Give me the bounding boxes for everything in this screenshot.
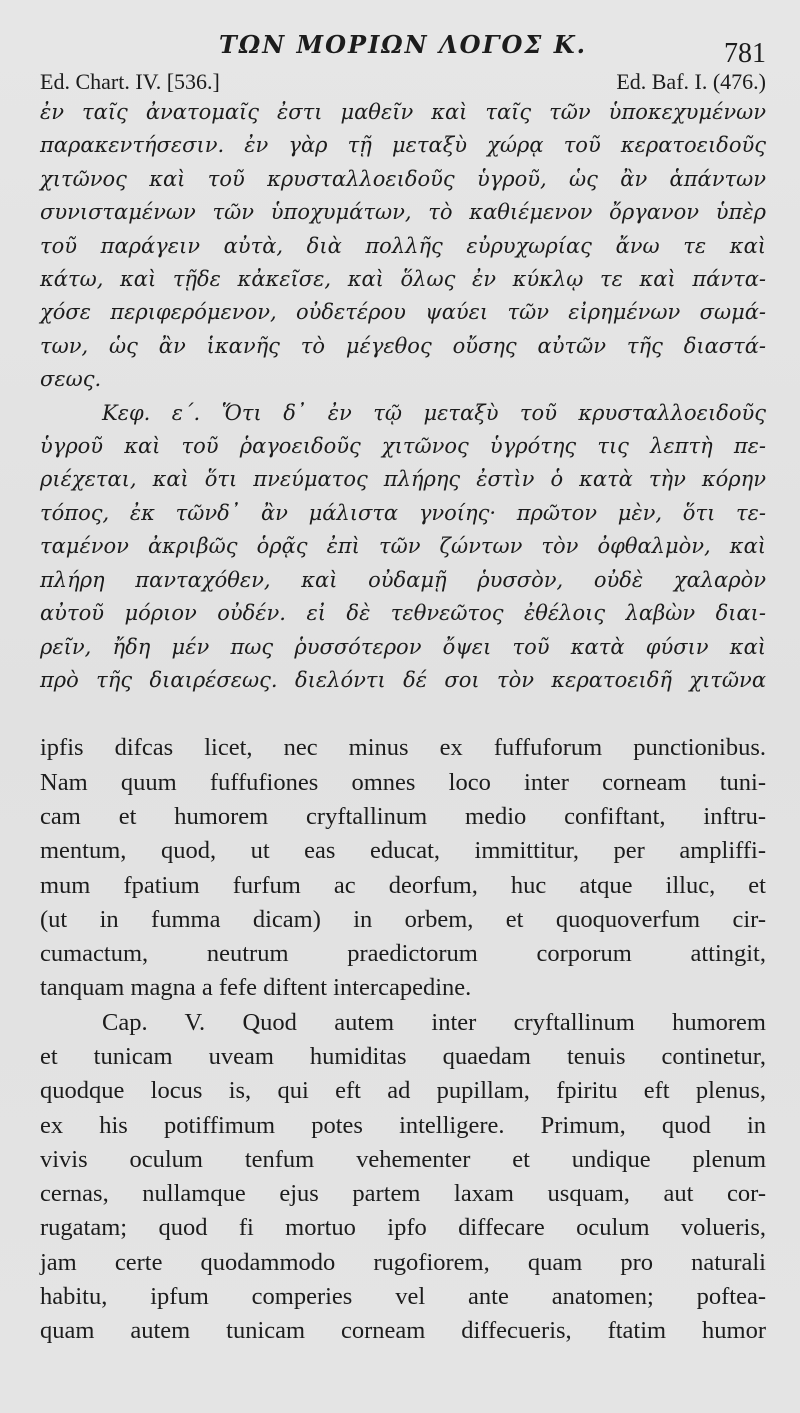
running-title: ΤΩΝ ΜΟΡΙΩΝ ΛΟΓΟΣ Κ. — [219, 30, 587, 59]
chapter-opening-line: Κεφ. ε΄. Ὅτι δ᾽ ἐν τῷ μεταξὺ τοῦ κρυσταλλοειδοῦς — [102, 400, 766, 425]
running-head — [40, 26, 766, 70]
edition-basel-ref: Ed. Baf. I. (476.) — [616, 69, 766, 94]
text-line: κάτω, καὶ τῇδε κἀκεῖσε, καὶ ὅλως ἐν κύκλῳ τε καὶ πάντα- — [40, 267, 766, 292]
text-line: τοῦ παράγειν αὐτὰ, διὰ πολλῆς εὐρυχωρίας ἄνω τε καὶ — [40, 233, 766, 258]
text-line: των, ὡς ἂν ἱκανῆς τὸ μέγεθος οὔσης αὐτῶν τῆς διαστά- — [40, 333, 766, 358]
greek-paragraph-2 — [40, 397, 766, 698]
text-line: ipfis difcas licet, nec minus ex fuffuforum punctionibus. — [40, 734, 766, 762]
text-line: ρεῖν, ἤδη μέν πως ῥυσσότερον ὄψει τοῦ κατὰ φύσιν καὶ — [40, 634, 766, 659]
text-line: τόπος, ἐκ τῶνδ᾽ ἂν μάλιστα γνοίης· πρῶτον μὲν, ὅτι τε- — [40, 500, 766, 525]
greek-text-block — [40, 96, 766, 697]
text-line: ex his potiffimum potes intelligere. Primum, quod in — [40, 1111, 766, 1139]
text-line: ὑγροῦ καὶ τοῦ ῥαγοειδοῦς χιτῶνος ὑγρότης τις λεπτὴ πε- — [40, 434, 766, 459]
text-line: cam et humorem cryftallinum medio confiftant, inftru- — [40, 802, 766, 830]
text-line: quodque locus is, qui eft ad pupillam, fpiritu eft plenus, — [40, 1077, 766, 1105]
text-line: mum fpatium furfum ac deorfum, huc atque illuc, et — [40, 871, 766, 899]
text-line: et tunicam uveam humiditas quaedam tenuis continetur, — [40, 1042, 766, 1070]
text-line: cernas, nullamque ejus partem laxam usquam, aut cor- — [40, 1180, 766, 1208]
text-line: Nam quum fuffufiones omnes loco inter corneam tuni- — [40, 768, 766, 796]
text-line: σεως. — [40, 367, 102, 392]
text-line: ταμένον ἀκριβῶς ὁρᾷς ἐπὶ τῶν ζώντων τὸν ὀφθαλμὸν, καὶ — [40, 534, 766, 559]
latin-text-block — [40, 731, 766, 1348]
text-line: χόσε περιφερόμενον, οὐδετέρου ψαύει τῶν εἰρημένων σωμά- — [40, 300, 766, 325]
chapter-opening-line: Cap. V. Quod autem inter cryftallinum humorem — [102, 1008, 766, 1036]
edition-reference-line — [40, 68, 766, 96]
edition-chartier-ref: Ed. Chart. IV. [536.] — [40, 69, 220, 94]
text-line: παρακεντήσεσιν. ἐν γὰρ τῇ μεταξὺ χώρᾳ τοῦ κερατοειδοῦς — [40, 133, 766, 158]
text-line: vivis oculum tenfum vehementer et undique plenum — [40, 1145, 766, 1173]
text-line: (ut in fumma dicam) in orbem, et quoquoverfum cir- — [40, 905, 766, 933]
text-line: habitu, ipfum comperies vel ante anatomen; poftea- — [40, 1283, 766, 1311]
text-line: rugatam; quod fi mortuo ipfo diffecare oculum volueris, — [40, 1214, 766, 1242]
text-line: συνισταμένων τῶν ὑποχυμάτων, τὸ καθιέμενον ὄργανον ὑπὲρ — [40, 200, 766, 225]
text-line: cumactum, neutrum praedictorum corporum attingit, — [40, 940, 766, 968]
text-line: mentum, quod, ut eas educat, immittitur, per ampliffi- — [40, 837, 766, 865]
page-number: 781 — [724, 38, 766, 69]
text-line: tanquam magna a fefe diftent intercapedine. — [40, 974, 472, 1002]
text-line: quam autem tunicam corneam diffecueris, ftatim humor — [40, 1317, 766, 1345]
text-line: χιτῶνος καὶ τοῦ κρυσταλλοειδοῦς ὑγροῦ, ὡς ἂν ἁπάντων — [40, 166, 766, 191]
latin-paragraph-2 — [40, 1006, 766, 1349]
text-line: πλήρη πανταχόθεν, καὶ οὐδαμῇ ῥυσσὸν, οὐδὲ χαλαρὸν — [40, 567, 766, 592]
text-line: αὐτοῦ μόριον οὐδέν. εἰ δὲ τεθνεῶτος ἐθέλοις λαβὼν διαι- — [40, 601, 766, 626]
text-line: jam certe quodammodo rugofiorem, quam pro naturali — [40, 1248, 766, 1276]
text-line: πρὸ τῆς διαιρέσεως. διελόντι δέ σοι τὸν κερατοειδῆ χιτῶνα — [40, 667, 766, 692]
text-line: ριέχεται, καὶ ὅτι πνεύματος πλήρης ἐστὶν ὁ κατὰ τὴν κόρην — [40, 467, 766, 492]
greek-paragraph-1 — [40, 96, 766, 397]
latin-paragraph-1 — [40, 731, 766, 1005]
text-line: ἐν ταῖς ἀνατομαῖς ἐστι μαθεῖν καὶ ταῖς τῶν ὑποκεχυμένων — [40, 100, 766, 124]
